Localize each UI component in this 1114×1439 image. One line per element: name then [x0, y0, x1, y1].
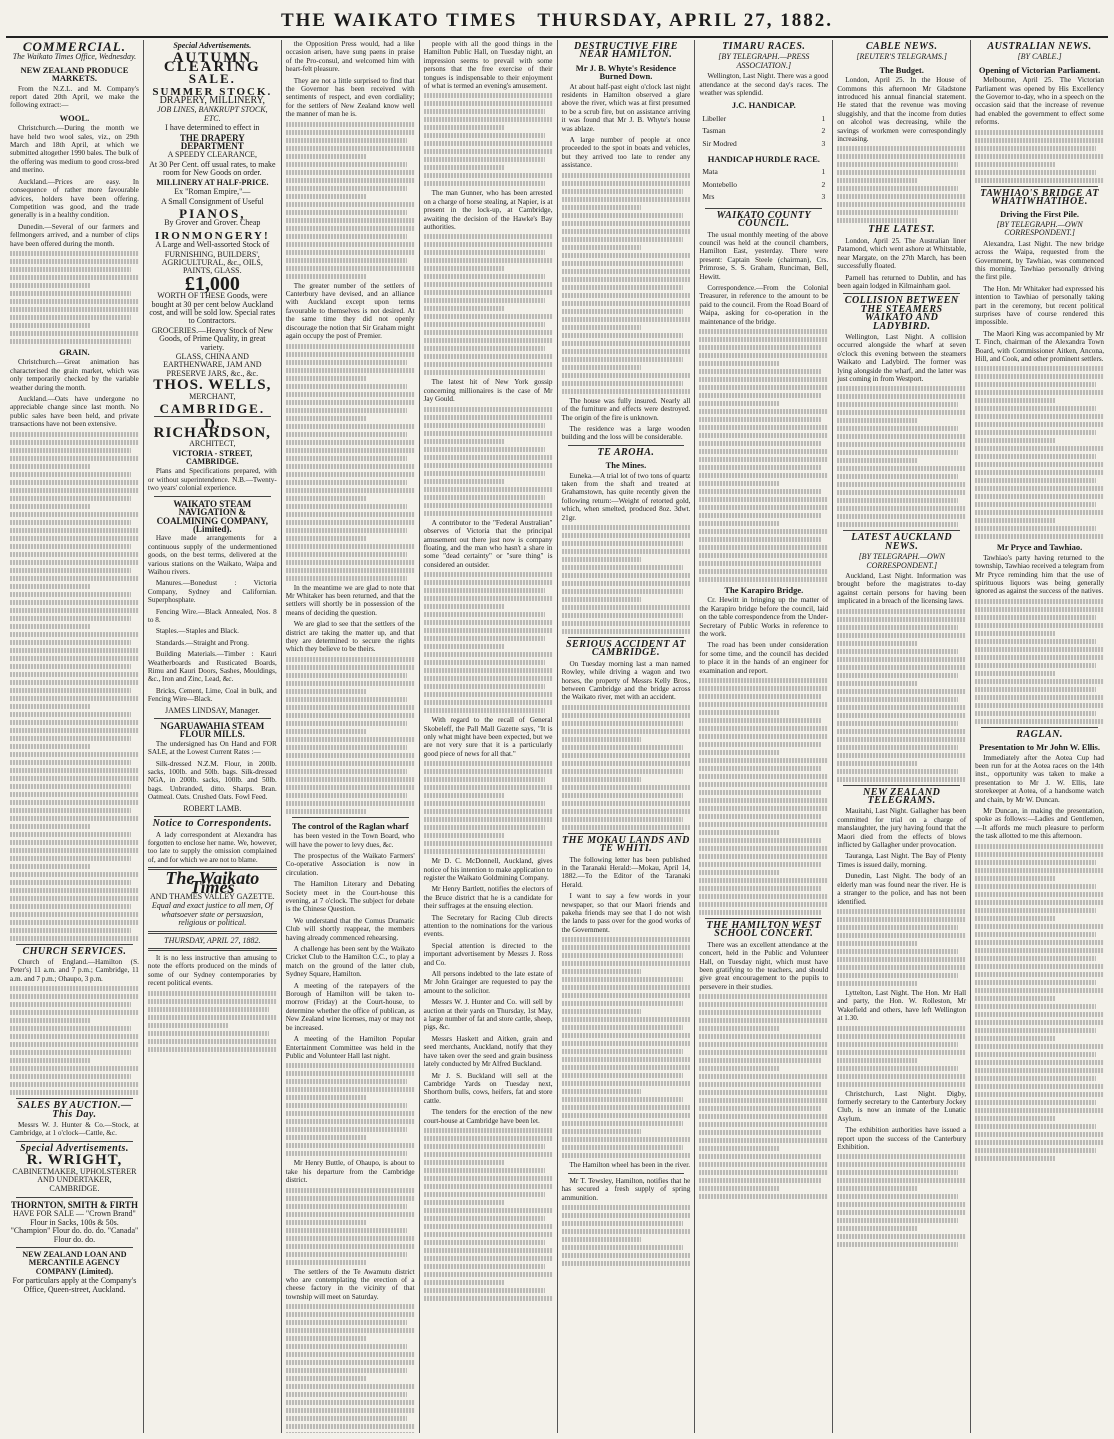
illegible-text	[837, 609, 966, 782]
paragraph: Wellington, Last Night. There was a good attendance at the second day's races. The weather was splendid.	[699, 72, 829, 98]
divider	[568, 445, 685, 446]
paragraph: Correspondence.—From the Colonial Treasurer, in reference to the amount to be paid to the council. From the Road Board of Waipa, asking for co-operation in the maintenance of the bridge.	[699, 283, 829, 326]
paragraph: Mauitahi, Last Night. Gallagher has been committed for trial on a charge of manslaughter, the jury having found that the Maori died from the effects of blows inflicted by Gallagher under provocation.	[837, 807, 967, 850]
paragraph: Christchurch.—During the month we have held two wool sales, viz., on 29th March and 18th April, at which we submitted altogether 1990 bales. The bulk of the offering was medium to good cross-bred and merino.	[10, 124, 139, 175]
ad-thousand: £1,000	[184, 272, 240, 295]
divider	[843, 293, 960, 294]
table-row	[701, 167, 826, 177]
ad-groceries: GROCERIES.—Heavy Stock of New Goods, of Prime Quality, in great variety.	[151, 325, 273, 352]
illegible-text	[286, 657, 415, 814]
column-local-news	[420, 40, 558, 1433]
illegible-text	[286, 1063, 415, 1156]
divider	[16, 1098, 133, 1099]
ad-empire: Ex "Roman Empire,"—	[174, 187, 251, 197]
paragraph: Mr D. C. McDonnell, Auckland, gives notice of his intention to make application to register the Waikato Goldmining Company.	[423, 857, 553, 882]
office-line: The Waikato Times Office, Wednesday.	[12, 52, 137, 62]
paragraph: Church of England.—Hamilton (S. Peter's) 11 a.m. and 7 p.m.; Cambridge, 11 a.m. and 7 p.m.; Ohaupo, 3 p.m.	[10, 958, 139, 983]
ad-dept: THE DRAPERY DEPARTMENT	[179, 132, 245, 152]
column-editorial	[282, 40, 420, 1433]
paragraph: The undersigned has On Hand and FOR SALE, at the Lowest Current Rates :—	[147, 739, 277, 757]
illegible-text	[424, 93, 553, 186]
ad-victoria: VICTORIA - STREET, CAMBRIDGE.	[172, 448, 253, 467]
subheading: J.C. HANDICAP.	[731, 100, 796, 111]
paragraph: Christchurch, Last Night. Digby, formerly secretary to the Canterbury Jockey Club, is now an inmate of the Lunatic Asylum.	[837, 1089, 967, 1123]
ad-lamb: ROBERT LAMB.	[183, 803, 242, 813]
paragraph: In the meantime we are glad to note that Mr Whitaker has been returned, and that the settlers will shortly be in possession of the means of deciding the question.	[285, 583, 415, 617]
table-row	[701, 126, 826, 136]
paragraph: Parnell has returned to Dublin, and has been again lodged in Kilmainham gaol.	[837, 273, 967, 290]
ad-discount: At 30 Per Cent. off usual rates, to make room for New Goods on order.	[149, 159, 276, 178]
paragraph: Wellington, Last Night. A collision occurred alongside the wharf at seven o'clock this evening between the steamers Waikato and Ladybird. The former was lying alongside the wharf, and the latter was just coming in from Westport.	[837, 332, 967, 383]
divider	[154, 718, 271, 719]
columns	[6, 40, 1108, 1433]
ad-steam: WAIKATO STEAM NAVIGATION & COALMINING COMPANY, (Limited).	[156, 498, 269, 534]
paragraph: Auckland.—Oats have undergone no appreciable change since last month. No public sales have been held, and private transactions have not been extensive.	[10, 394, 139, 429]
race-results	[699, 165, 828, 204]
ad-assort: A Large and Well-assorted Stock of	[155, 240, 270, 250]
section-heading: SALES BY AUCTION.—This Day.	[17, 1100, 132, 1120]
paragraph: A contributor to the "Federal Australian" observes of Victoria that the principal amusement out there just now is company floating, and the man who hasn't a share in some "dead certainty" or "sure thing" is considered an outsider.	[423, 518, 553, 569]
paragraph: Silk-dressed N.Z.M. Flour, in 200lb. sacks, 100lb. and 50lb. bags. Silk-dressed NGA, in 200lb. sacks, 100lb. and 50lb. bags. Unbranded, ditto. Sharps. Bran. Oatmeal. Oats. Crushed Oats. Fowl Feed.	[147, 759, 277, 802]
horse: Libeller	[702, 113, 727, 123]
paragraph: All persons indebted to the late estate of Mr John Grainger are requested to pay the amount to the solicitor.	[423, 970, 553, 995]
divider	[16, 1197, 133, 1198]
subheading: Mr Pryce and Tawhiao.	[996, 542, 1083, 553]
ad-thousand-line: WORTH OF THESE Goods, were bought at 30 per cent below Auckland cost, and will be sold low. Special rates to Contractors.	[149, 291, 276, 326]
paragraph: Bricks, Cement, Lime, Coal in bulk, and Fencing Wire—Black.	[147, 686, 277, 704]
paragraph: The settlers of the Te Awamutu district who are contemplating the erection of a cheese factory in the vicinity of that township will meet on Saturday.	[285, 1267, 415, 1301]
paragraph: We are glad to see that the settlers of the district are taking the matter up, and that they are determined to secure the rights which they believe to be theirs.	[285, 620, 415, 654]
illegible-text	[10, 251, 139, 344]
ad-summer: SUMMER STOCK.	[152, 85, 273, 98]
paragraph: Auckland, Last Night. Information was brought before the magistrates to-day against certain persons for having been implicated in a breach of the licensing laws.	[837, 572, 967, 606]
masthead-date: THURSDAY, APRIL 27, 1882.	[537, 10, 834, 31]
subheading: The Budget.	[879, 64, 924, 75]
ad-cambridge: CAMBRIDGE.	[159, 401, 266, 417]
paragraph: A large number of people at once proceeded to the spot in boats and vehicles, but they arrived too late to render any assistance.	[561, 136, 691, 170]
paragraph: The prospectus of the Waikato Farmers' Co-operative Association is now in circulation.	[285, 851, 415, 877]
telegraph-line: [BY TELEGRAPH.—OWN CORRESPONDENT.]	[858, 552, 945, 570]
ad-nzl-line: For particulars apply at the Company's Office, Queen-street, Auckland.	[12, 1276, 137, 1294]
paragraph: Euneka.—A trial lot of two tons of quartz taken from the shaft and treated at Grahamstown, has quite recently given the following return:—Weight of retorted gold, which, when smelted, produced 8oz. 3dwt. 21gr.	[561, 471, 691, 522]
paragraph: A challenge has been sent by the Waikato Cricket Club to the Hamilton C.C., to play a match on the ground of the latter club, Sydney Square, Hamilton.	[285, 945, 415, 979]
horse: Tasman	[702, 126, 726, 136]
paragraph: Auckland.—Prices are easy. In consequence of rather more favourable advices, holders have been offering. Competition was good, and the trade generally is in a healthy condition.	[10, 177, 139, 220]
ad-pianos: PIANOS,	[179, 205, 246, 221]
illegible-text	[424, 572, 553, 713]
place: 3	[821, 138, 826, 148]
divider	[292, 817, 409, 818]
section-heading: Special Advertisements.	[19, 1142, 129, 1154]
paragraph: Lyttelton, Last Night. The Hon. Mr Hall and party, the Hon. W. Rolleston, Mr Wakefield and others, have left Wellington at 1.30.	[837, 988, 967, 1023]
divider	[568, 637, 685, 638]
divider	[981, 727, 1098, 728]
illegible-text	[562, 1205, 691, 1266]
horse: Montebello	[702, 179, 737, 189]
paragraph: The road has been under consideration for some time, and the council has decided to place it in the hands of an engineer for examination and report.	[699, 641, 829, 675]
ad-wright-name: R. WRIGHT,	[26, 1152, 123, 1169]
illegible-text	[699, 678, 828, 915]
paragraph: The man Gunner, who has been arrested on a charge of horse stealing, at Napier, is at present in the lock-up, at Cambridge, awaiting the decision of the Hawke's Bay authorities.	[423, 189, 553, 232]
paragraph: A meeting of the ratepayers of the Borough of Hamilton will be taken to-morrow (Friday) at the Court-house, to determine whether the office of publican, as New Zealand wine licenses, may or may not be increased.	[285, 981, 415, 1032]
paragraph: The tenders for the erection of the new court-house at Cambridge have been let.	[423, 1108, 553, 1125]
paragraph: Tawhiao's party having returned to the township, Tawhiao received a telegram from Mr Pryce reminding him that the use of spirituous liquors was being generally ignored as against the success of the natives.	[975, 553, 1104, 596]
section-heading: CABLE NEWS.	[865, 41, 938, 52]
column-commercial	[6, 40, 144, 1433]
paragraph: Melbourne, April 25. The Victorian Parliament was opened by His Excellency the Governor to-day, who in a speech on the occasion said that the increase of revenue had enabled the government to effect some reforms.	[975, 76, 1104, 127]
column-telegrams	[695, 40, 833, 1433]
section-heading: Notice to Correspondents.	[152, 818, 273, 830]
paragraph: London, April 25. In the House of Commons this afternoon Mr Gladstone introduced his annual financial statement. He stated that the revenue was moving sluggishly, and that the income from duties on alcohol was decreasing, while the savings of workmen were correspondingly increasing.	[837, 76, 967, 144]
paragraph: Mr Duncan, in making the presentation, spoke as follows:—Ladies and Gentlemen,—It affords me much pleasure to perform the task allotted to me this afternoon.	[975, 807, 1104, 841]
paragraph: London, April 25. The Australian liner Patamond, which went ashore at Whitstable, near Margate, on the 27th March, has been successfully floated.	[837, 236, 967, 271]
illegible-text	[699, 329, 828, 582]
illegible-text	[562, 173, 691, 394]
divider	[568, 1173, 685, 1174]
section-heading: COLLISION BETWEEN THE STEAMERS WAIKATO AND LADYBIRD.	[844, 295, 959, 332]
illegible-text	[975, 844, 1104, 1161]
place: 1	[821, 113, 826, 123]
table-row	[701, 114, 826, 124]
divider	[16, 1141, 133, 1142]
section-heading: COMMERCIAL.	[22, 40, 126, 54]
ad-millinery: MILLINERY AT HALF-PRICE.	[156, 177, 269, 187]
illegible-text	[699, 994, 828, 1199]
paragraph: From the N.Z.L. and M. Company's report dated 20th April, we make the following extract:—	[10, 84, 139, 110]
section-heading: NEW ZEALAND TELEGRAMS.	[863, 786, 941, 807]
paragraph: Standards.—Straight and Prong.	[155, 638, 249, 647]
paragraph: They are not a little surprised to find that the Governor has been received with sentiments of respect, and even cordiality; for the settlers of New Zealand know well the manner of man he is.	[285, 76, 415, 119]
divider	[148, 931, 277, 934]
paragraph: The Maori King was accompanied by Mr T. Finch, chairman of the Alexandra Town Board, with Commissioner Aitken, Ancona, Hill, and Cook, and other prominent settlers.	[975, 329, 1104, 363]
paragraph: A meeting of the Hamilton Popular Entertainment Committee was held in the Public and Volunteer Hall last night.	[285, 1035, 415, 1060]
place: 3	[821, 192, 826, 202]
paragraph: Special attention is directed to the important advertisement by Messrs J. Ross and Co.	[423, 941, 553, 967]
table-row	[701, 139, 826, 149]
column-australian-news	[971, 40, 1108, 1433]
paragraph: The latest hit of New York gossip concerning millionaires is the case of Mr Jay Gould.	[423, 378, 553, 404]
illegible-text	[10, 986, 139, 1095]
section-heading: RAGLAN.	[1016, 728, 1063, 740]
paragraph: The Hamilton wheel has been in the river.	[569, 1161, 691, 1170]
divider	[705, 918, 822, 919]
section-heading: TE AROHA.	[597, 446, 655, 458]
divider	[16, 944, 133, 945]
paragraph: Mr Henry Bartlett, notifies the electors of the Bruce district that he is a candidate for their suffrages at the ensuing election.	[423, 885, 553, 911]
section-heading: THE HAMILTON WEST SCHOOL CONCERT.	[706, 920, 822, 940]
divider	[154, 816, 271, 817]
divider	[148, 948, 277, 951]
divider	[843, 530, 960, 531]
paragraph: Christchurch.—Great animation has characterised the grain market, which was only temporarily checked by the variable weather during the month.	[10, 358, 139, 392]
paragraph: Alexandra, Last Night. The new bridge across the Waipa, requested from the Government, by Tawhiao, was commenced this morning, Tawhiao personally driving the first pile.	[975, 239, 1104, 282]
ad-iron: IRONMONGERY!	[154, 229, 270, 242]
subheading: Driving the First Pile.	[1000, 209, 1079, 220]
paragraph: The Hamilton Literary and Debating Society meet in the Court-house this evening, at 7 o'clock. The subject for debate is the Chinese Question.	[285, 880, 415, 914]
paragraph: Tauranga, Last Night. The Bay of Plenty Times is issued daily, morning.	[837, 852, 967, 869]
illegible-text	[286, 1188, 415, 1265]
subheading: The control of the Raglan wharf	[291, 820, 409, 831]
subheading: Mr J. B. Whyte's Residence Burned Down.	[575, 62, 677, 82]
paragraph: The following letter has been published in the Taranaki Herald:—Mokau, April 14, 1882.—To the Editor of the Taranaki Herald.	[561, 855, 691, 889]
table-row	[701, 180, 826, 190]
paragraph: I want to say a few words in your newspaper, so that our Maori friends and pakeha friends may see that I do not wish the lands to pass over for the good works of the Government.	[561, 892, 691, 934]
section-heading: WAIKATO COUNTY COUNCIL.	[716, 209, 812, 230]
illegible-text	[975, 599, 1104, 724]
paragraph: Plans and Specifications prepared, with or without superintendence. N.B.—Twenty-two years' colonial experience.	[147, 467, 277, 493]
section-heading: Special Advertisements.	[173, 41, 252, 50]
paper-motto: Equal and exact justice to all men, Of whatsoever state or persuasion, religious or political.	[151, 901, 273, 928]
horse: Sir Modred	[702, 138, 737, 148]
divider	[843, 785, 960, 786]
horse: Mrs	[702, 192, 715, 202]
divider	[705, 208, 822, 209]
paragraph: Staples.—Staples and Black.	[155, 627, 239, 636]
divider	[981, 186, 1098, 187]
illegible-text	[975, 366, 1104, 539]
paragraph: We understand that the Comus Dramatic Club will shortly reappear, the members having already commenced rehearsing.	[285, 916, 415, 942]
paragraph: Dunedin.—Several of our farmers and fellmongers arrived, and a number of clips have been offered during the month.	[10, 222, 139, 248]
ad-nzl: NEW ZEALAND LOAN AND MERCANTILE AGENCY COMPANY (Limited).	[22, 1249, 127, 1276]
subheading: NEW ZEALAND PRODUCE MARKETS.	[20, 64, 129, 84]
subheading: Opening of Victorian Parliament.	[978, 64, 1101, 75]
illegible-text	[424, 1128, 553, 1301]
illegible-text	[286, 122, 415, 279]
paragraph: the Opposition Press would, had a like occasion arisen, have sung paens in praise of the Pro-consul, and welcomed him with heart-felt pleasure.	[285, 40, 415, 74]
subheading: Presentation to Mr John W. Ellis.	[979, 742, 1100, 753]
paragraph: Building Materials.—Timber : Kauri Weatherboards and Rusticated Boards, Rimu and Kauri Doors, Sashes, Mouldings, &c., Iron and Zinc, Lead, &c.	[147, 650, 277, 684]
paragraph: The usual monthly meeting of the above council was held at the council chambers, Hamilton East, yesterday. There were present: Captain Steele (chairman), Crs. Primrose, S. S. Graham, Runciman, Bell, Hewitt.	[699, 230, 829, 281]
illegible-text	[424, 761, 553, 854]
divider	[16, 1247, 133, 1248]
ad-wright-line: CABINETMAKER, UPHOLSTERER AND UNDERTAKER,	[12, 1166, 137, 1185]
illegible-text	[286, 344, 415, 581]
place: 1	[821, 167, 826, 177]
telegraph-line: [REUTER'S TELEGRAMS.]	[856, 52, 947, 62]
paragraph: Mr T. Tewsley, Hamilton, notifies that he has secured a fresh supply of spring ammunition.	[561, 1176, 691, 1202]
paragraph: Manures.—Bonedust : Victoria Company, Sydney and Californian. Superphosphate.	[147, 579, 277, 605]
column-cable-news	[833, 40, 971, 1433]
paragraph: has been vested in the Town Board, who will have the power to levy dues, &c.	[285, 832, 415, 849]
telegraph-line: [BY TELEGRAPH.—OWN CORRESPONDENT.]	[996, 219, 1083, 238]
paragraph: It is no less instructive than amusing to note the efforts produced on the minds of some of our Sydney contemporaries by recent political events.	[147, 953, 277, 988]
ad-richardson: D. RICHARDSON,	[153, 416, 271, 441]
paragraph: The Hon. Mr Whitaker had expressed his intention to Tawhiao of personally taking part in the ceremony, but recent political surprises have of course rendered this impossible.	[975, 284, 1104, 327]
ad-autumn: AUTUMN CLEARING	[163, 50, 261, 75]
paragraph: Mr Henry Buttle, of Ohaupo, is about to take his departure from the Cambridge district.	[285, 1159, 415, 1185]
table-row	[701, 192, 826, 202]
paragraph: On Tuesday morning last a man named Rowley, while driving a wagon and two horses, the property of Messrs Kelly Bros., between Cambridge and the bridge across the Waikato river, met with an accident.	[561, 659, 691, 702]
paragraph: A lady correspondent at Alexandra has forgotten to enclose her name. We, however, too late to supply the omission complained of, and for which we are not to blame.	[147, 830, 277, 864]
ad-grover: By Grover and Grover. Cheap	[164, 218, 261, 228]
illegible-text	[837, 1154, 966, 1247]
paragraph: Mr J. S. Buckland will sell at the Cambridge Yards on Tuesday next, Shorthorn bulls, cows, heifers, fat and store cattle.	[423, 1071, 553, 1105]
illegible-text	[837, 386, 966, 527]
ad-architect: ARCHITECT,	[189, 439, 236, 449]
illegible-text	[10, 432, 139, 941]
paragraph: There was an excellent attendance at the concert, held in the Public and Volunteer Hall, on Tuesday night, which must have been gratifying to the teachers, and should give great encouragement to the pupils to persevere in their studies.	[699, 940, 829, 991]
illegible-text	[562, 937, 691, 1158]
divider	[154, 496, 271, 497]
paragraph: Cr. Hewitt in bringing up the matter of the Karapiro bridge before the council, laid on the table correspondence from the Under-Secretary of Public Works in reference to the work.	[699, 596, 829, 638]
ad-determined: I have determined to effect in	[165, 123, 260, 133]
ad-wells: THOS. WELLS,	[153, 377, 272, 394]
section-heading: DESTRUCTIVE FIRE NEAR HAMILTON.	[574, 41, 678, 61]
illegible-text	[286, 1304, 415, 1433]
illegible-text	[424, 234, 553, 375]
paragraph: Messrs Haskett and Aitken, grain and seed merchants, Auckland, notify that they have taken over the seed and grain business lately conducted by Mr Alfred Buckland.	[423, 1034, 553, 1069]
subheading: GRAIN.	[59, 346, 90, 357]
paper-nameplate: The Waikato Times	[165, 868, 260, 897]
paragraph: The exhibition authorities have issued a report upon the success of the Canterbury Exhibition.	[837, 1126, 967, 1151]
ad-thornton-line: HAVE FOR SALE — "Crown Brand" Flour in Sacks, 100s & 50s. "Champion" Flour do. do. do. "Canada" Flour do. do.	[10, 1209, 139, 1244]
ad-clearance: A SPEEDY CLEARANCE,	[167, 150, 257, 160]
paragraph: Messrs W. J. Hunter & Co.—Stock, at Cambridge, at 1 o'clock—Cattle, &c.	[10, 1121, 139, 1138]
illegible-text	[562, 705, 691, 830]
section-heading: THE LATEST.	[868, 224, 936, 236]
paragraph: The house was fully insured. Nearly all of the furniture and effects were destroyed. The origin of the fire is unknown.	[561, 396, 691, 422]
dateline: THURSDAY, APRIL 27, 1882.	[164, 935, 261, 945]
ad-merchant: MERCHANT,	[189, 391, 236, 401]
place: 2	[821, 179, 826, 189]
subheading: The Karapiro Bridge.	[724, 584, 804, 595]
telegraph-line: [BY TELEGRAPH.—PRESS ASSOCIATION.]	[718, 52, 810, 70]
race-results	[699, 112, 828, 151]
divider	[568, 833, 685, 834]
ad-drapery: DRAPERY, MILLINERY,	[159, 95, 266, 107]
column-advertisements	[144, 40, 282, 1433]
illegible-text	[975, 130, 1104, 183]
ad-small: A Small Consignment of Useful	[160, 196, 264, 206]
section-heading: LATEST AUCKLAND NEWS.	[851, 532, 953, 552]
paragraph: The Secretary for Racing Club directs attention to the nominations for the various events.	[423, 913, 553, 939]
paragraph: At about half-past eight o'clock last night residents in Hamilton observed a glare above the river, which was at first presumed to be a scrub fire, but on assistance arriving it was found that Mr J. B. Whyte's house was ablaze.	[561, 82, 691, 133]
section-heading: THE MOKAU LANDS AND TE WHITI.	[562, 834, 690, 855]
ad-furnishing: FURNISHING, BUILDERS', AGRICULTURAL, &c., OILS, PAINTS, GLASS.	[161, 249, 263, 276]
ad-sale: SALE.	[188, 71, 236, 87]
ad-wright-town: CAMBRIDGE.	[49, 1184, 100, 1194]
paragraph: Have made arrangements for a continuous supply of the undermentioned goods, on the best terms, delivered at the various stations on the Waikato, Waipa and Waihou rivers.	[147, 534, 277, 576]
place: 2	[821, 126, 826, 136]
ad-glass: GLASS, CHINA AND EARTHENWARE, JAM AND PRESERVE JARS, &c., &c.	[163, 352, 262, 378]
illegible-text	[837, 146, 966, 223]
illegible-text	[837, 1026, 966, 1087]
paragraph: Dunedin, Last Night. The body of an elderly man was found near the river. He is a stranger to the police, and has not been identified.	[837, 872, 967, 906]
paragraph: Immediately after the Aotea Cup had been run for at the Aotea races on the 14th inst., opportunity was taken to make a presentation to Mr J. W. Ellis, late storekeeper at Aotea, of a handsome watch and chain, by Mr W. Duncan.	[975, 753, 1104, 804]
section-heading: TIMARU RACES.	[722, 41, 806, 52]
illegible-text	[148, 991, 277, 1052]
subheading: The Mines.	[605, 460, 647, 471]
subheading: HANDICAP HURDLE RACE.	[707, 154, 820, 165]
paragraph: Fencing Wire.—Black Annealed, Nos. 8 to 8.	[147, 607, 277, 624]
ad-ngaru: NGARUAWAHIA STEAM FLOUR MILLS.	[160, 721, 265, 740]
paragraph: The greater number of the settlers of Canterbury have devised, and an alliance with Auckland except upon terms favourable to themselves is not desired. At the same time they did not openly discourage the notion that Sir Graham might again occupy the post of Premier.	[285, 281, 415, 341]
paper-subtitle: AND THAMES VALLEY GAZETTE.	[150, 891, 275, 901]
paragraph: Messrs W. J. Hunter and Co. will sell by auction at their yards on Thursday, 1st May, a large number of fat and store cattle, sheep, pigs, &c.	[423, 998, 553, 1032]
masthead	[6, 6, 1108, 38]
paragraph: The residence was a large wooden building and the loss will be considerable.	[561, 424, 691, 442]
paragraph: With regard to the recall of General Skobeleff, the Pall Mall Gazette says, "It is only what might have been expected, but we are not very sure that it is a particularly good piece of news for all that."	[423, 716, 553, 758]
subheading: WOOL.	[59, 112, 90, 123]
section-heading: AUSTRALIAN NEWS.	[987, 41, 1092, 52]
ad-job: JOB LINES, BANKRUPT STOCK, ETC.	[157, 105, 268, 123]
horse: Mata	[702, 167, 718, 177]
illegible-text	[837, 909, 966, 986]
section-heading: SERIOUS ACCIDENT AT CAMBRIDGE.	[565, 638, 686, 659]
column-fire-report	[558, 40, 696, 1433]
ad-thornton: THORNTON, SMITH & FIRTH	[10, 1199, 138, 1210]
section-heading: CHURCH SERVICES.	[22, 945, 127, 957]
masthead-title: THE WAIKATO TIMES	[280, 10, 518, 31]
section-heading: TAWHIAO'S BRIDGE AT WHATIWHATIHOE.	[980, 187, 1099, 208]
illegible-text	[424, 407, 553, 516]
ad-lindsay: JAMES LINDSAY, Manager.	[164, 705, 260, 715]
telegraph-line: [BY CABLE.]	[1017, 52, 1062, 62]
illegible-text	[562, 525, 691, 634]
paragraph: people with all the good things in the Hamilton Public Hall, on Tuesday night, an impression seems to prevail with some persons that the free exercise of their tongues is indispensable to their enjoyment of what is termed an evening's amusement.	[423, 40, 553, 91]
